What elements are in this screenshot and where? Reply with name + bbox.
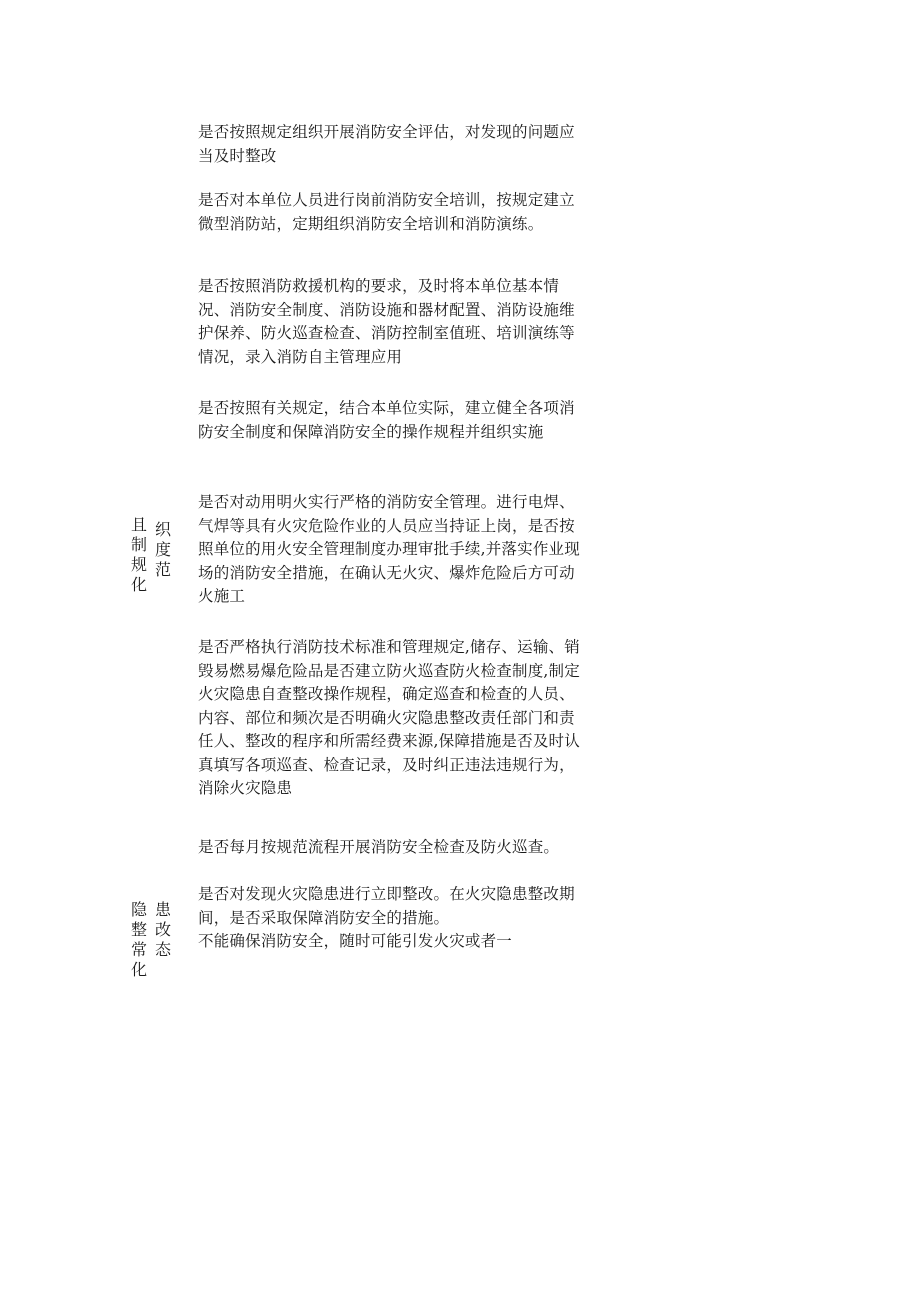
side-label-group2-outer: 隐整常化 (130, 900, 147, 979)
check-item-training: 是否对本单位人员进行岗前消防安全培训，按规定建立微型消防站，定期组织消防安全培训和消防演练。 (198, 191, 575, 233)
check-item-safety-assessment: 是否按照规定组织开展消防安全评估，对发现的问题应当及时整改 (198, 123, 575, 165)
check-item-safety-rules: 是否按照有关规定，结合本单位实际，建立健全各项消防安全制度和保障消防安全的操作规程并组织实施 (198, 399, 575, 441)
check-item-hazard-standards: 是否严格执行消防技术标准和管理规定,储存、运输、销毁易燃易爆危险品是否建立防火巡查防火检查制度,制定火灾隐患自查整改操作规程，确定巡查和检查的人员、内容、部位和频次是否明确火灾隐患整改责任部门和责任人、整改的程序和所需经费来源,保障措施是否及时认真填写各项巡查、检查记录，及时纠正违法违规行为，消除火灾隐患 (198, 638, 580, 797)
check-item-data-entry: 是否按照消防救援机构的要求，及时将本单位基本情况、消防安全制度、消防设施和器材配置、消防设施维护保养、防火巡查检查、消防控制室值班、培训演练等情况，录入消防自主管理应用 (198, 277, 575, 366)
side-label-group1-outer: 且制规化 (130, 515, 147, 594)
side-label-group1-inner: 织度范 (154, 520, 171, 579)
check-item-hazard-rectification: 是否对发现火灾隐患进行立即整改。在火灾隐患整改期间，是否采取保障消防安全的措施。 (198, 885, 575, 927)
side-label-group2-inner: 患改态 (154, 900, 171, 959)
check-item-monthly-inspection: 是否每月按规范流程开展消防安全检查及防火巡查。 (198, 838, 560, 856)
check-item-hot-work: 是否对动用明火实行严格的消防安全管理。进行电焊、气焊等具有火灾危险作业的人员应当持证上岗，是否按照单位的用火安全管理制度办理审批手续,并落实作业现场的消防安全措施，在确认无火灾、爆炸危险后方可动火施工 (198, 493, 580, 605)
check-item-risk-note: 不能确保消防安全，随时可能引发火灾或者一 (198, 932, 513, 950)
